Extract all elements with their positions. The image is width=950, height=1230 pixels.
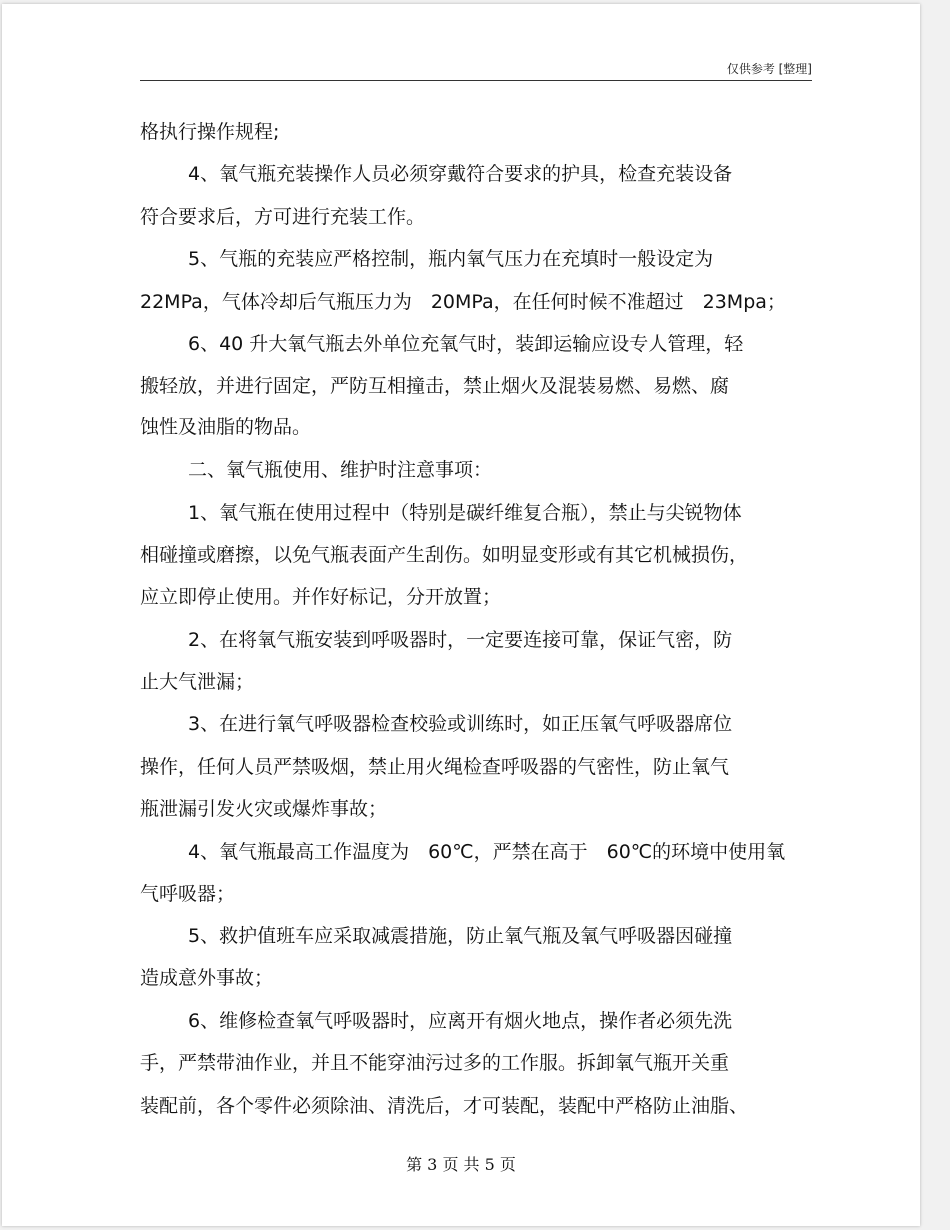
body-line: 2、在将氧气瓶安装到呼吸器时，一定要连接可靠，保证气密，防 — [188, 629, 733, 651]
body-line: 瓶泄漏引发火灾或爆炸事故； — [140, 798, 388, 820]
body-line: 搬轻放，并进行固定，严防互相撞击，禁止烟火及混装易燃、易燃、腐 — [140, 375, 730, 397]
body-line: 符合要求后，方可进行充装工作。 — [140, 206, 426, 228]
body-line: 手，严禁带油作业，并且不能穿油污过多的工作服。拆卸氧气瓶开关重 — [140, 1052, 730, 1074]
body-line: 造成意外事故； — [140, 967, 274, 989]
page-number-footer: 第 3 页 共 5 页 — [406, 1155, 516, 1174]
page-header-text: 仅供参考 [整理] — [726, 62, 812, 76]
body-line: 6、维修检查氧气呼吸器时，应离开有烟火地点，操作者必须先洗 — [188, 1010, 733, 1032]
body-line: 4、氧气瓶最高工作温度为 60℃，严禁在高于 60℃的环境中使用氧 — [188, 841, 786, 863]
body-line: 气呼吸器； — [140, 883, 236, 905]
body-line: 1、氧气瓶在使用过程中（特别是碳纤维复合瓶），禁止与尖锐物体 — [188, 502, 742, 524]
body-line: 6、40 升大氧气瓶去外单位充氧气时，装卸运输应设专人管理，轻 — [188, 333, 744, 355]
body-line: 5、气瓶的充装应严格控制，瓶内氧气压力在充填时一般设定为 — [188, 248, 714, 270]
body-line: 5、救护值班车应采取减震措施，防止氧气瓶及氧气呼吸器因碰撞 — [188, 925, 733, 947]
body-line: 应立即停止使用。并作好标记，分开放置； — [140, 586, 502, 608]
document-page — [2, 4, 920, 1226]
body-line: 止大气泄漏； — [140, 671, 255, 693]
body-line: 3、在进行氧气呼吸器检查校验或训练时，如正压氧气呼吸器席位 — [188, 713, 733, 735]
body-line: 相碰撞或磨擦，以免气瓶表面产生刮伤。如明显变形或有其它机械损伤， — [140, 544, 749, 566]
body-line: 蚀性及油脂的物品。 — [140, 416, 312, 438]
body-line: 4、氧气瓶充装操作人员必须穿戴符合要求的护具，检查充装设备 — [188, 163, 733, 185]
body-line: 22MPa，气体冷却后气瓶压力为 20MPa，在任何时候不准超过 23Mpa； — [140, 291, 786, 313]
body-line: 操作，任何人员严禁吸烟，禁止用火绳检查呼吸器的气密性，防止氧气 — [140, 756, 730, 778]
header-rule — [140, 80, 812, 81]
body-line: 装配前，各个零件必须除油、清洗后，才可装配，装配中严格防止油脂、 — [140, 1095, 749, 1117]
section-heading: 二、氧气瓶使用、维护时注意事项： — [188, 459, 493, 481]
body-line: 格执行操作规程; — [140, 121, 280, 143]
